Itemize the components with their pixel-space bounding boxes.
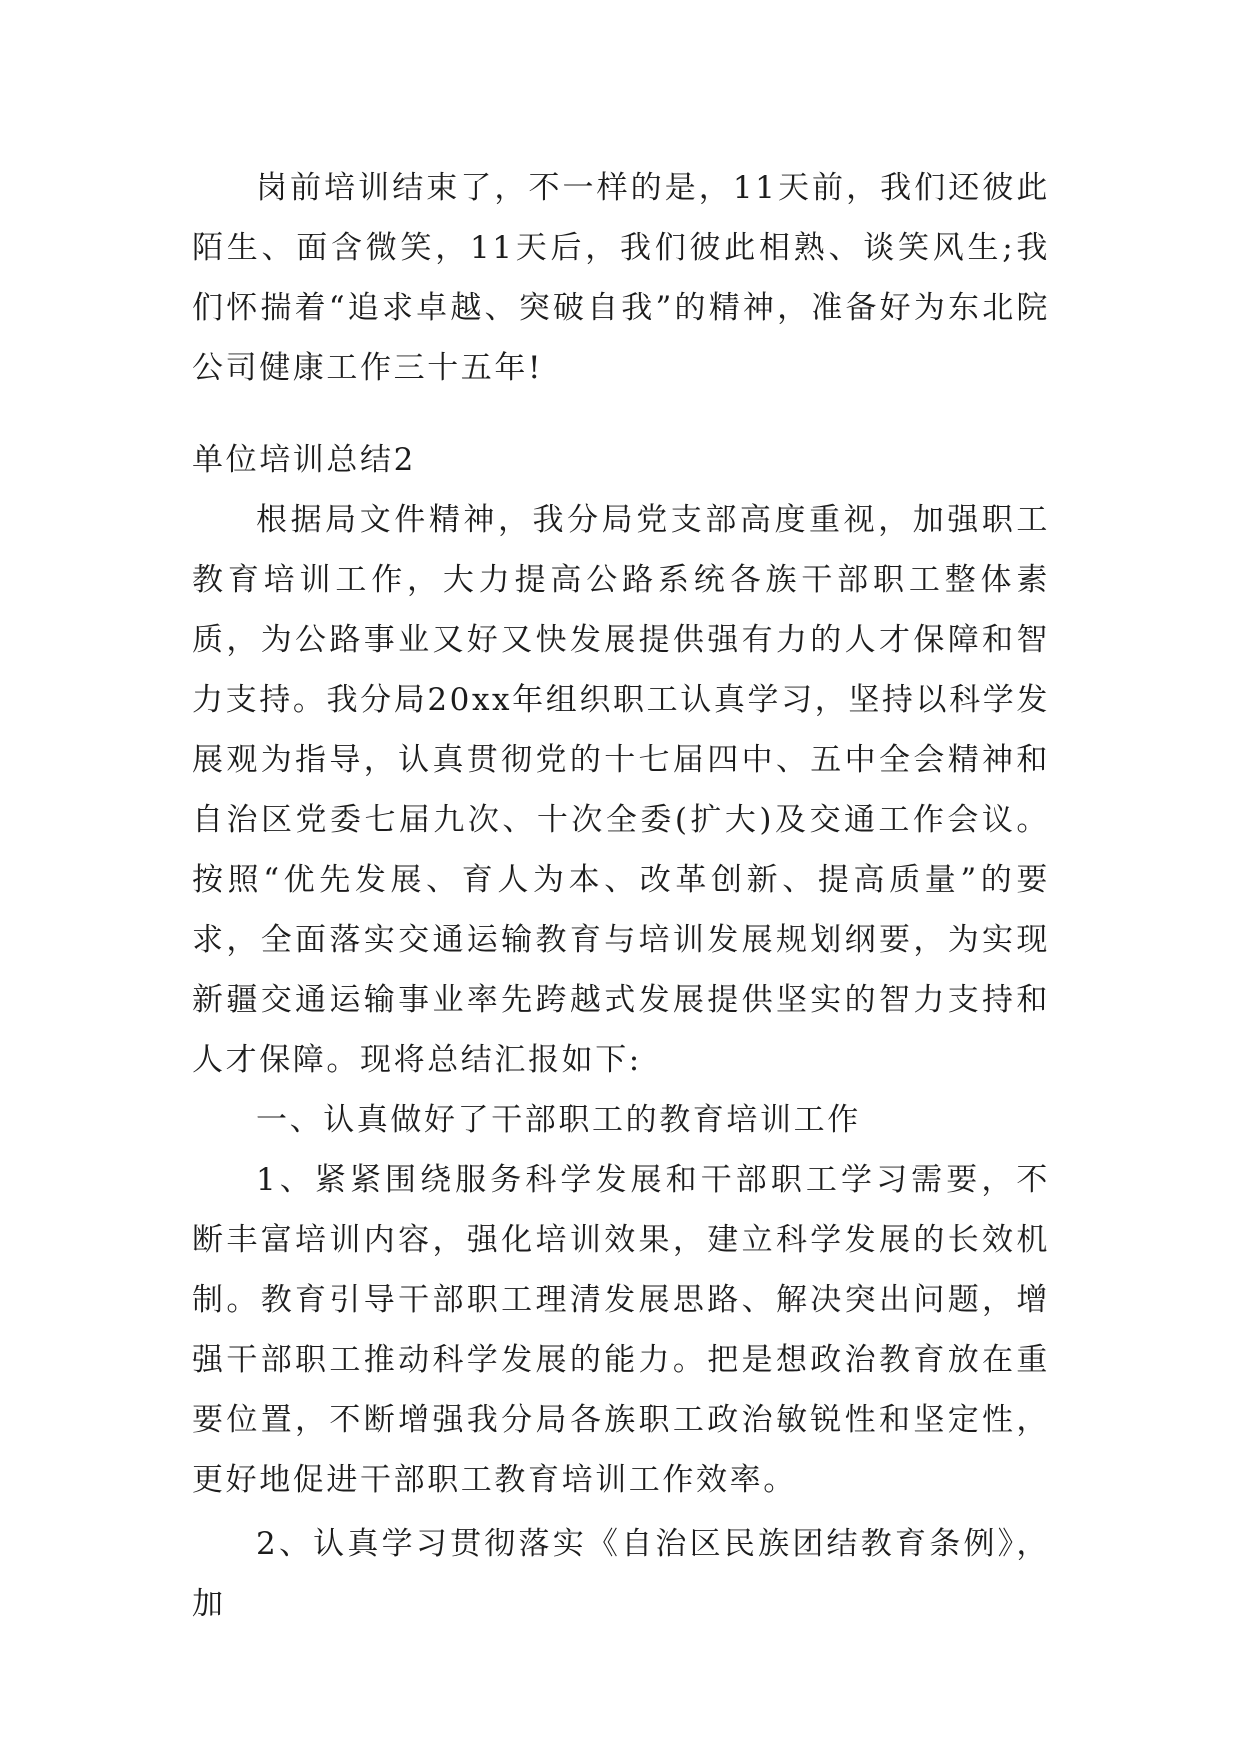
document-body xyxy=(192,158,1050,1634)
paragraph-item-2: 2、认真学习贯彻落实《自治区民族团结教育条例》，加 xyxy=(192,1526,1050,1622)
paragraph-item-1: 1、紧紧围绕服务科学发展和干部职工学习需要，不断丰富培训内容，强化培训效果，建立科学发展的长效机制。教育引导干部职工理清发展思路、解决突出问题，增强干部职工推动科学发展的能力。把是想政治教育放在重要位置，不断增强我分局各族职工政治敏锐性和坚定性，更好地促进干部职工教育培训工作效率。 xyxy=(192,1162,1050,1498)
heading-one: 一、认真做好了干部职工的教育培训工作 xyxy=(256,1102,861,1138)
section-title: 单位培训总结2 xyxy=(192,442,416,478)
paragraph-intro: 岗前培训结束了，不一样的是，11天前，我们还彼此陌生、面含微笑，11天后，我们彼此相熟、谈笑风生;我们怀揣着“追求卓越、突破自我”的精神，准备好为东北院公司健康工作三十五年! xyxy=(192,170,1050,386)
paragraph-spacer xyxy=(192,398,1050,430)
paragraph-summary: 根据局文件精神，我分局党支部高度重视，加强职工教育培训工作，大力提高公路系统各族干部职工整体素质，为公路事业又好又快发展提供强有力的人才保障和智力支持。我分局20xx年组织职工认真学习，坚持以科学发展观为指导，认真贯彻党的十七届四中、五中全会精神和自治区党委七届九次、十次全委(扩大)及交通工作会议。按照“优先发展、育人为本、改革创新、提高质量”的要求，全面落实交通运输教育与培训发展规划纲要，为实现新疆交通运输事业率先跨越式发展提供坚实的智力支持和人才保障。现将总结汇报如下: xyxy=(192,502,1050,1078)
